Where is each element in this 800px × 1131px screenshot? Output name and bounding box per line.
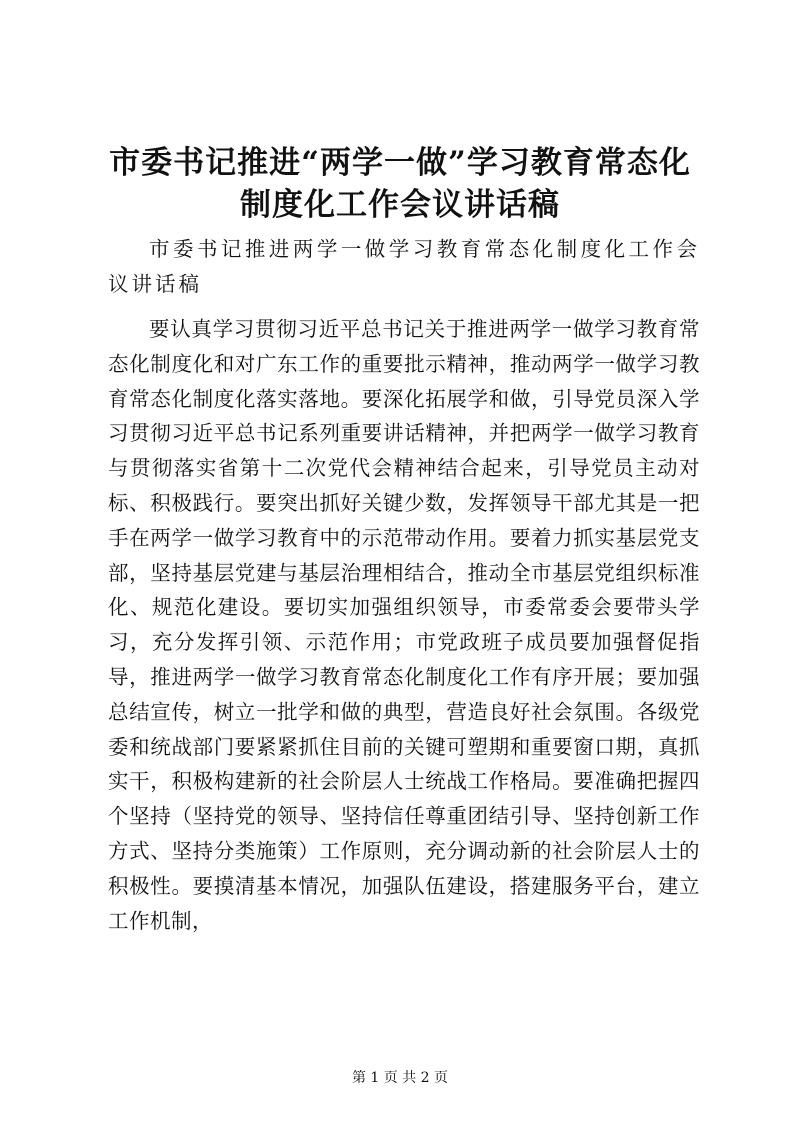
document-title: 市委书记推进“两学一做”学习教育常态化制度化工作会议讲话稿 [109,145,691,223]
body-paragraph: 要认真学习贯彻习近平总书记关于推进两学一做学习教育常态化制度化和对广东工作的重要批示精神，推动两学一做学习教育常态化制度化落实落地。要深化拓展学和做，引导党员深入学习贯彻习近平总书记系列重要讲话精神，并把两学一做学习教育与贯彻落实省第十二次党代会精神结合起来，引导党员主动对标、积极践行。要突出抓好关键少数，发挥领导干部尤其是一把手在两学一做学习教育中的示范带动作用。要着力抓实基层党支部，坚持基层党建与基层治理相结合，推动全市基层党组织标准化、规范化建设。要切实加强组织领导，市委常委会要带头学习，充分发挥引领、示范作用；市党政班子成员要加强督促指导，推进两学一做学习教育常态化制度化工作有序开展；要加强总结宣传，树立一批学和做的典型，营造良好社会氛围。各级党委和统战部门要紧紧抓住目前的关键可塑期和重要窗口期，真抓实干，积极构建新的社会阶层人士统战工作格局。要准确把握四个坚持（坚持党的领导、坚持信任尊重团结引导、坚持创新工作方式、坚持分类施策）工作原则，充分调动新的社会阶层人士的积极性。要摸清基本情况，加强队伍建设，搭建服务平台，建立工作机制， [108,317,700,933]
page-footer: 第 1 页 共 2 页 [351,1070,449,1086]
subtitle-paragraph: 市委书记推进两学一做学习教育常态化制度化工作会议讲话稿 [108,237,700,296]
